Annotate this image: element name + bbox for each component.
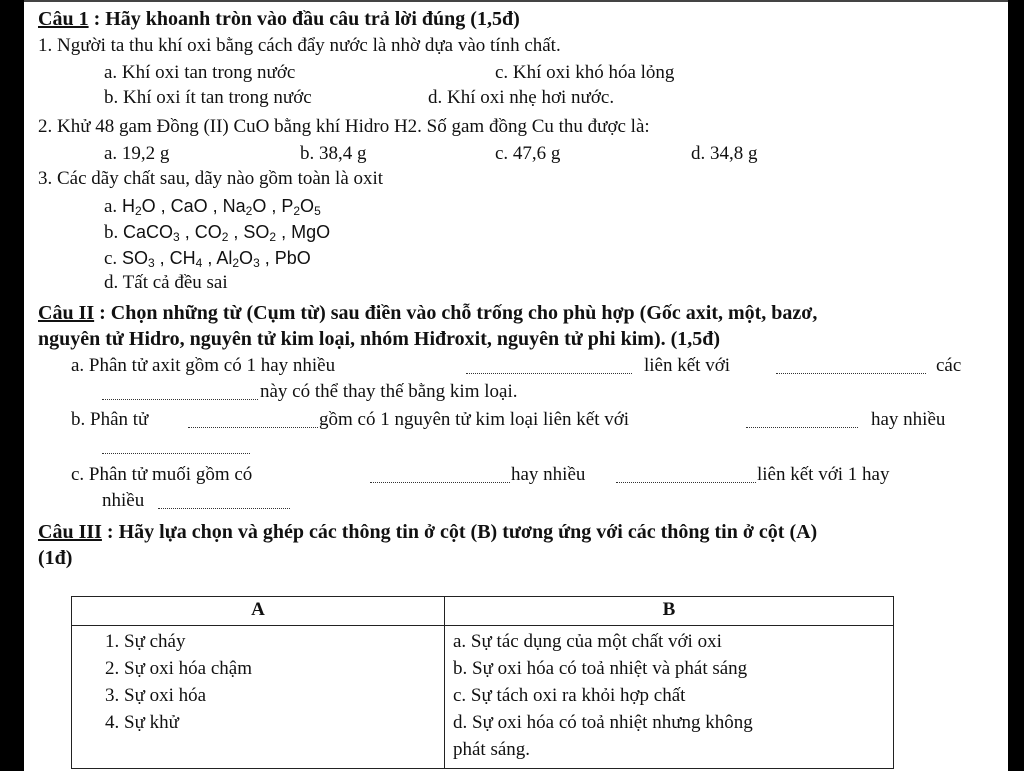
- q3-heading-line2: (1đ): [38, 547, 73, 569]
- table-body-row: [72, 626, 894, 769]
- worksheet-page: [24, 0, 1008, 771]
- q2-b-text2: gồm có 1 nguyên tử kim loại liên kết với: [319, 409, 630, 430]
- blank-field[interactable]: [746, 412, 858, 428]
- q1-item1-option-d[interactable]: d. Khí oxi nhẹ hơi nước.: [428, 87, 615, 108]
- q1-item2-option-b[interactable]: b. 38,4 g: [300, 143, 367, 164]
- list-item: phát sáng.: [453, 739, 531, 760]
- q2-c-text4: nhiều: [102, 490, 145, 511]
- blank-field[interactable]: [616, 467, 756, 483]
- table-header-row: [72, 597, 894, 626]
- q3-heading: [38, 521, 817, 543]
- q2-b-text1: b. Phân tử: [71, 409, 149, 430]
- option-letter: c.: [104, 248, 118, 269]
- q2-a-text2: liên kết với: [644, 355, 731, 376]
- option-letter: a.: [104, 196, 118, 217]
- q1-item3-option-a[interactable]: [104, 195, 321, 218]
- column-b-cell: [445, 626, 894, 769]
- blank-field[interactable]: [776, 358, 926, 374]
- q2-b-text3: hay nhiều: [871, 409, 946, 430]
- column-a-header: A: [72, 597, 445, 626]
- q1-item2-stem: 2. Khử 48 gam Đồng (II) CuO bằng khí Hidro H2. Số gam đồng Cu thu được là:: [38, 116, 650, 137]
- q1-item2-option-d[interactable]: d. 34,8 g: [691, 143, 758, 164]
- column-a-cell: [72, 626, 445, 769]
- q1-item3-option-b[interactable]: [104, 221, 330, 244]
- q1-heading-text: : Hãy khoanh tròn vào đầu câu trả lời đúng (1,5đ): [93, 8, 520, 30]
- q2-heading: [38, 302, 817, 324]
- q2-a-text4: này có thể thay thế bằng kim loại.: [260, 381, 518, 402]
- q3-heading-text: : Hãy lựa chọn và ghép các thông tin ở cột (B) tương ứng với các thông tin ở cột (A): [106, 521, 818, 543]
- q1-item1-stem: 1. Người ta thu khí oxi bằng cách đẩy nước là nhờ dựa vào tính chất.: [38, 35, 561, 56]
- q1-item1-option-b[interactable]: b. Khí oxi ít tan trong nước: [104, 87, 312, 108]
- matching-table: [71, 596, 894, 769]
- option-letter: b.: [104, 222, 119, 243]
- q1-item3-stem: 3. Các dãy chất sau, dãy nào gồm toàn là oxit: [38, 168, 384, 189]
- blank-field[interactable]: [370, 467, 510, 483]
- blank-field[interactable]: [102, 438, 250, 454]
- q2-c-text1: c. Phân tử muối gồm có: [71, 464, 253, 485]
- list-item: 3. Sự oxi hóa: [105, 685, 207, 706]
- q2-a-text3: các: [936, 355, 962, 376]
- q1-item3-option-c[interactable]: [104, 247, 311, 270]
- q1-item1-option-a[interactable]: a. Khí oxi tan trong nước: [104, 62, 296, 83]
- q2-a-text1: a. Phân tử axit gồm có 1 hay nhiều: [71, 355, 336, 376]
- q2-heading-label: Câu II: [38, 302, 95, 324]
- list-item: b. Sự oxi hóa có toả nhiệt và phát sáng: [453, 658, 748, 679]
- list-item: 2. Sự oxi hóa chậm: [105, 658, 252, 679]
- blank-field[interactable]: [158, 493, 290, 509]
- q1-heading-label: Câu 1: [38, 8, 89, 30]
- formula-list-a: $H_2O$ , CaO , $Na_2O$ , $P_2O_5$: [121, 196, 321, 218]
- q1-item2-option-a[interactable]: a. 19,2 g: [104, 143, 170, 164]
- q2-heading-text: : Chọn những từ (Cụm từ) sau điền vào chỗ trống cho phù hợp (Gốc axit, một, bazơ,: [99, 302, 818, 324]
- list-item: d. Sự oxi hóa có toả nhiệt nhưng không: [453, 712, 753, 733]
- formula-list-c: $SO_3$ , $CH_4$ , $Al_2O_3$ , PbO: [121, 248, 311, 270]
- q1-item1-option-c[interactable]: c. Khí oxi khó hóa lỏng: [495, 62, 675, 83]
- q2-c-text3: liên kết với 1 hay: [757, 464, 890, 485]
- list-item: 1. Sự cháy: [105, 631, 186, 652]
- q2-heading-line2: nguyên tử Hidro, nguyên tử kim loại, nhóm Hiđroxit, nguyên tử phi kim). (1,5đ): [38, 328, 721, 350]
- list-item: 4. Sự khử: [105, 712, 179, 733]
- q1-item2-option-c[interactable]: c. 47,6 g: [495, 143, 561, 164]
- q1-item3-option-d[interactable]: d. Tất cả đều sai: [104, 272, 228, 293]
- q1-heading: [38, 8, 520, 30]
- blank-field[interactable]: [188, 412, 318, 428]
- blank-field[interactable]: [466, 358, 632, 374]
- formula-list-b: CaCO$_3$ , $CO_2$ , $SO_2$ , MgO: [123, 222, 331, 244]
- q3-heading-label: Câu III: [38, 521, 102, 543]
- blank-field[interactable]: [102, 384, 258, 400]
- list-item: a. Sự tác dụng của một chất với oxi: [453, 631, 722, 652]
- list-item: c. Sự tách oxi ra khỏi hợp chất: [453, 685, 686, 706]
- column-b-header: B: [445, 597, 894, 626]
- q2-c-text2: hay nhiều: [511, 464, 586, 485]
